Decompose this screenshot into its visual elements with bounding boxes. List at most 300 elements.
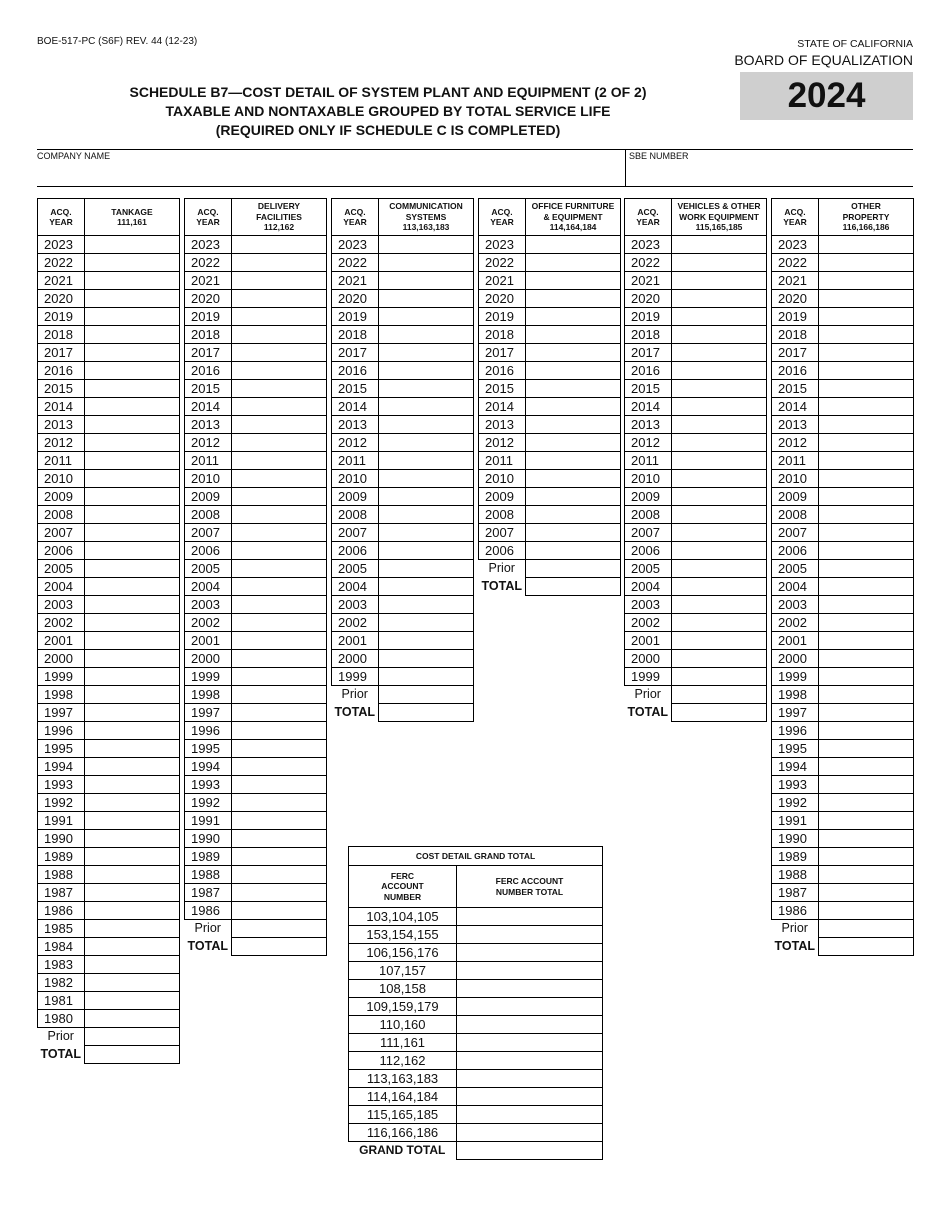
acq-year: 2022 bbox=[38, 254, 85, 272]
cost-input[interactable] bbox=[85, 686, 180, 704]
cost-input[interactable] bbox=[526, 398, 621, 416]
cost-input[interactable] bbox=[232, 362, 327, 380]
cost-input[interactable] bbox=[232, 452, 327, 470]
cost-input[interactable] bbox=[379, 506, 474, 524]
cost-input[interactable] bbox=[526, 434, 621, 452]
total-cost-input[interactable] bbox=[379, 703, 474, 721]
cost-input[interactable] bbox=[819, 236, 914, 254]
acq-year: 1987 bbox=[772, 884, 819, 902]
cost-input[interactable] bbox=[672, 452, 767, 470]
cost-input[interactable] bbox=[85, 416, 180, 434]
account-total-input[interactable] bbox=[457, 1034, 603, 1052]
acq-year: 2012 bbox=[332, 434, 379, 452]
cost-input[interactable] bbox=[85, 470, 180, 488]
cost-input[interactable] bbox=[526, 470, 621, 488]
acq-year: 1993 bbox=[772, 776, 819, 794]
cost-input[interactable] bbox=[85, 848, 180, 866]
acq-year: 2014 bbox=[38, 398, 85, 416]
cost-input[interactable] bbox=[819, 812, 914, 830]
acq-year: 2001 bbox=[185, 632, 232, 650]
cost-input[interactable] bbox=[232, 326, 327, 344]
cost-input[interactable] bbox=[819, 578, 914, 596]
year-row bbox=[38, 380, 180, 398]
cost-input[interactable] bbox=[379, 362, 474, 380]
account-total-input[interactable] bbox=[457, 1124, 603, 1142]
prior-cost-input[interactable] bbox=[672, 686, 767, 704]
year-row bbox=[332, 254, 474, 272]
prior-label: Prior bbox=[194, 921, 221, 936]
acq-year: 1996 bbox=[185, 722, 232, 740]
grand-total-input[interactable] bbox=[457, 1142, 603, 1160]
cost-input[interactable] bbox=[379, 272, 474, 290]
year-row bbox=[479, 416, 621, 434]
prior-cost-input[interactable] bbox=[526, 560, 621, 578]
cost-input[interactable] bbox=[379, 578, 474, 596]
cost-input[interactable] bbox=[672, 434, 767, 452]
year-row bbox=[38, 308, 180, 326]
cost-input[interactable] bbox=[672, 398, 767, 416]
account-total-input[interactable] bbox=[457, 998, 603, 1016]
cost-input[interactable] bbox=[232, 542, 327, 560]
account-total-input[interactable] bbox=[457, 1106, 603, 1124]
cost-input[interactable] bbox=[232, 812, 327, 830]
cost-input[interactable] bbox=[672, 272, 767, 290]
cost-input[interactable] bbox=[672, 542, 767, 560]
total-cost-input[interactable] bbox=[526, 577, 621, 595]
cost-input[interactable] bbox=[232, 272, 327, 290]
cost-input[interactable] bbox=[232, 596, 327, 614]
cost-input[interactable] bbox=[232, 506, 327, 524]
cost-input[interactable] bbox=[819, 740, 914, 758]
account-header-line: 114,164,184 bbox=[549, 222, 597, 233]
total-cost-input[interactable] bbox=[85, 1045, 180, 1063]
cost-input[interactable] bbox=[672, 632, 767, 650]
cost-input[interactable] bbox=[85, 776, 180, 794]
cost-input[interactable] bbox=[379, 596, 474, 614]
cost-input[interactable] bbox=[526, 290, 621, 308]
acq-year: 1981 bbox=[38, 992, 85, 1010]
cost-input[interactable] bbox=[819, 650, 914, 668]
cost-input[interactable] bbox=[526, 524, 621, 542]
year-row bbox=[772, 362, 914, 380]
year-row bbox=[185, 596, 327, 614]
acq-year: 2019 bbox=[479, 308, 526, 326]
cost-input[interactable] bbox=[232, 236, 327, 254]
cost-input[interactable] bbox=[232, 434, 327, 452]
prior-label: Prior bbox=[781, 921, 808, 936]
year-row bbox=[185, 632, 327, 650]
year-row bbox=[332, 326, 474, 344]
cost-input[interactable] bbox=[819, 668, 914, 686]
cost-input[interactable] bbox=[819, 452, 914, 470]
cost-input[interactable] bbox=[232, 524, 327, 542]
year-row bbox=[38, 596, 180, 614]
cost-input[interactable] bbox=[379, 650, 474, 668]
cost-input[interactable] bbox=[819, 326, 914, 344]
cost-input[interactable] bbox=[85, 380, 180, 398]
cost-input[interactable] bbox=[672, 488, 767, 506]
cost-input[interactable] bbox=[379, 560, 474, 578]
cost-input[interactable] bbox=[232, 488, 327, 506]
year-row bbox=[332, 380, 474, 398]
total-label: TOTAL bbox=[40, 1046, 81, 1061]
cost-input[interactable] bbox=[819, 398, 914, 416]
cost-input[interactable] bbox=[85, 344, 180, 362]
cost-input[interactable] bbox=[85, 614, 180, 632]
cost-input[interactable] bbox=[379, 434, 474, 452]
cost-input[interactable] bbox=[672, 236, 767, 254]
cost-input[interactable] bbox=[526, 416, 621, 434]
grand-total-label: GRAND TOTAL bbox=[359, 1143, 446, 1158]
cost-input[interactable] bbox=[819, 848, 914, 866]
cost-input[interactable] bbox=[85, 758, 180, 776]
acq-year: 2003 bbox=[625, 596, 672, 614]
acq-year: 1986 bbox=[185, 902, 232, 920]
cost-input[interactable] bbox=[819, 434, 914, 452]
cost-input[interactable] bbox=[379, 488, 474, 506]
acq-year: 2018 bbox=[772, 326, 819, 344]
cost-input[interactable] bbox=[379, 254, 474, 272]
acq-year: 2002 bbox=[38, 614, 85, 632]
cost-input[interactable] bbox=[819, 560, 914, 578]
cost-input[interactable] bbox=[232, 902, 327, 920]
acq-year: 2005 bbox=[332, 560, 379, 578]
year-row bbox=[332, 506, 474, 524]
cost-input[interactable] bbox=[85, 560, 180, 578]
cost-input[interactable] bbox=[232, 686, 327, 704]
cost-input[interactable] bbox=[526, 542, 621, 560]
cost-input[interactable] bbox=[232, 308, 327, 326]
cost-input[interactable] bbox=[85, 542, 180, 560]
cost-input[interactable] bbox=[85, 992, 180, 1010]
cost-input[interactable] bbox=[526, 326, 621, 344]
account-total-input[interactable] bbox=[457, 926, 603, 944]
cost-input[interactable] bbox=[232, 722, 327, 740]
cost-input[interactable] bbox=[379, 344, 474, 362]
acq-year-header-line: YEAR bbox=[49, 217, 73, 227]
cost-input[interactable] bbox=[526, 254, 621, 272]
cost-input[interactable] bbox=[819, 254, 914, 272]
cost-input[interactable] bbox=[672, 470, 767, 488]
cost-input[interactable] bbox=[85, 938, 180, 956]
cost-input[interactable] bbox=[85, 272, 180, 290]
total-row bbox=[332, 703, 474, 721]
year-row bbox=[625, 254, 767, 272]
cost-input[interactable] bbox=[819, 830, 914, 848]
cost-input[interactable] bbox=[232, 560, 327, 578]
cost-input[interactable] bbox=[672, 362, 767, 380]
cost-input[interactable] bbox=[526, 362, 621, 380]
cost-input[interactable] bbox=[232, 704, 327, 722]
year-row bbox=[38, 740, 180, 758]
cost-input[interactable] bbox=[819, 416, 914, 434]
cost-input[interactable] bbox=[819, 866, 914, 884]
cost-input[interactable] bbox=[232, 578, 327, 596]
cost-input[interactable] bbox=[819, 794, 914, 812]
cost-input[interactable] bbox=[672, 308, 767, 326]
acq-year: 2004 bbox=[332, 578, 379, 596]
cost-input[interactable] bbox=[379, 380, 474, 398]
prior-cost-input[interactable] bbox=[85, 1028, 180, 1046]
acq-year: 2000 bbox=[185, 650, 232, 668]
cost-input[interactable] bbox=[672, 560, 767, 578]
cost-input[interactable] bbox=[85, 596, 180, 614]
cost-input[interactable] bbox=[379, 668, 474, 686]
cost-input[interactable] bbox=[819, 614, 914, 632]
cost-input[interactable] bbox=[672, 254, 767, 272]
cost-input[interactable] bbox=[526, 380, 621, 398]
prior-row bbox=[479, 560, 621, 578]
account-header-line: VEHICLES & OTHER bbox=[677, 201, 761, 212]
cost-input[interactable] bbox=[232, 380, 327, 398]
cost-input[interactable] bbox=[85, 722, 180, 740]
cost-input[interactable] bbox=[85, 308, 180, 326]
cost-input[interactable] bbox=[85, 236, 180, 254]
cost-input[interactable] bbox=[379, 326, 474, 344]
cost-input[interactable] bbox=[672, 524, 767, 542]
year-row bbox=[625, 596, 767, 614]
cost-input[interactable] bbox=[819, 776, 914, 794]
cost-input[interactable] bbox=[379, 416, 474, 434]
cost-input[interactable] bbox=[379, 614, 474, 632]
cost-input[interactable] bbox=[232, 614, 327, 632]
account-total-input[interactable] bbox=[457, 1016, 603, 1034]
cost-input[interactable] bbox=[379, 236, 474, 254]
cost-input[interactable] bbox=[85, 884, 180, 902]
cost-input[interactable] bbox=[819, 542, 914, 560]
cost-input[interactable] bbox=[85, 290, 180, 308]
cost-input[interactable] bbox=[232, 884, 327, 902]
cost-input[interactable] bbox=[672, 578, 767, 596]
cost-input[interactable] bbox=[819, 722, 914, 740]
cost-input[interactable] bbox=[672, 614, 767, 632]
cost-input[interactable] bbox=[232, 794, 327, 812]
total-cost-input[interactable] bbox=[232, 937, 327, 955]
year-row bbox=[38, 1010, 180, 1028]
year-row bbox=[479, 434, 621, 452]
acq-year: 1994 bbox=[772, 758, 819, 776]
cost-input[interactable] bbox=[819, 686, 914, 704]
cost-input[interactable] bbox=[85, 812, 180, 830]
acq-year: 1990 bbox=[38, 830, 85, 848]
acq-year: 2015 bbox=[332, 380, 379, 398]
cost-input[interactable] bbox=[232, 416, 327, 434]
year-row bbox=[38, 434, 180, 452]
acq-year: 2012 bbox=[185, 434, 232, 452]
year-row bbox=[332, 542, 474, 560]
cost-input[interactable] bbox=[232, 668, 327, 686]
cost-input[interactable] bbox=[232, 254, 327, 272]
cost-input[interactable] bbox=[232, 632, 327, 650]
cost-input[interactable] bbox=[85, 830, 180, 848]
acq-year: 2001 bbox=[332, 632, 379, 650]
cost-input[interactable] bbox=[672, 326, 767, 344]
cost-input[interactable] bbox=[85, 650, 180, 668]
cost-input[interactable] bbox=[819, 362, 914, 380]
account-total-input[interactable] bbox=[457, 980, 603, 998]
cost-input[interactable] bbox=[672, 380, 767, 398]
year-row bbox=[332, 650, 474, 668]
year-row bbox=[38, 578, 180, 596]
header-line: FERC ACCOUNT bbox=[495, 876, 564, 886]
total-cost-input[interactable] bbox=[819, 937, 914, 955]
acq-year: 2006 bbox=[38, 542, 85, 560]
cost-input[interactable] bbox=[379, 308, 474, 326]
year-row bbox=[332, 416, 474, 434]
cost-input[interactable] bbox=[379, 452, 474, 470]
year-row bbox=[185, 506, 327, 524]
cost-input[interactable] bbox=[819, 704, 914, 722]
prior-label: Prior bbox=[341, 687, 368, 702]
sbe-number-field[interactable] bbox=[625, 150, 913, 186]
cost-input[interactable] bbox=[526, 488, 621, 506]
cost-input[interactable] bbox=[85, 974, 180, 992]
cost-input[interactable] bbox=[232, 776, 327, 794]
year-row bbox=[185, 614, 327, 632]
cost-input[interactable] bbox=[672, 596, 767, 614]
account-total-input[interactable] bbox=[457, 1052, 603, 1070]
header-line: NUMBER bbox=[383, 891, 422, 902]
cost-input[interactable] bbox=[379, 542, 474, 560]
cost-input[interactable] bbox=[672, 668, 767, 686]
cost-input[interactable] bbox=[526, 344, 621, 362]
cost-input[interactable] bbox=[85, 524, 180, 542]
year-row bbox=[38, 776, 180, 794]
cost-input[interactable] bbox=[819, 902, 914, 920]
cost-input[interactable] bbox=[85, 488, 180, 506]
cost-input[interactable] bbox=[85, 578, 180, 596]
year-row bbox=[772, 668, 914, 686]
cost-input[interactable] bbox=[85, 956, 180, 974]
cost-input[interactable] bbox=[232, 740, 327, 758]
account-header-line: OFFICE FURNITURE bbox=[531, 201, 615, 212]
cost-input[interactable] bbox=[819, 272, 914, 290]
year-row bbox=[772, 632, 914, 650]
acq-year: 2020 bbox=[479, 290, 526, 308]
account-header bbox=[819, 199, 914, 236]
cost-input[interactable] bbox=[526, 272, 621, 290]
cost-input[interactable] bbox=[232, 398, 327, 416]
cost-input[interactable] bbox=[379, 632, 474, 650]
cost-input[interactable] bbox=[672, 506, 767, 524]
cost-input[interactable] bbox=[232, 344, 327, 362]
year-row bbox=[38, 272, 180, 290]
account-total-input[interactable] bbox=[457, 1088, 603, 1106]
cost-input[interactable] bbox=[379, 398, 474, 416]
cost-input[interactable] bbox=[232, 650, 327, 668]
cost-input[interactable] bbox=[379, 524, 474, 542]
cost-input[interactable] bbox=[379, 470, 474, 488]
account-total-input[interactable] bbox=[457, 1070, 603, 1088]
year-row bbox=[625, 236, 767, 254]
account-total-input[interactable] bbox=[457, 944, 603, 962]
acq-year-header bbox=[38, 199, 85, 236]
cost-input[interactable] bbox=[85, 902, 180, 920]
form-code: BOE-517-PC (S6F) REV. 44 (12-23) bbox=[37, 36, 198, 47]
cost-input[interactable] bbox=[526, 506, 621, 524]
cost-input[interactable] bbox=[232, 758, 327, 776]
total-cost-input[interactable] bbox=[672, 703, 767, 721]
cost-input[interactable] bbox=[85, 794, 180, 812]
cost-input[interactable] bbox=[819, 470, 914, 488]
cost-input[interactable] bbox=[85, 434, 180, 452]
cost-input[interactable] bbox=[819, 506, 914, 524]
year-row bbox=[625, 326, 767, 344]
cost-input[interactable] bbox=[819, 524, 914, 542]
cost-input[interactable] bbox=[672, 416, 767, 434]
cost-input[interactable] bbox=[85, 920, 180, 938]
cost-input[interactable] bbox=[819, 488, 914, 506]
acq-year: 1996 bbox=[38, 722, 85, 740]
cost-input[interactable] bbox=[526, 308, 621, 326]
cost-input[interactable] bbox=[526, 452, 621, 470]
cost-input[interactable] bbox=[85, 1010, 180, 1028]
acq-year: 1989 bbox=[38, 848, 85, 866]
cost-input[interactable] bbox=[232, 848, 327, 866]
cost-input[interactable] bbox=[85, 740, 180, 758]
cost-input[interactable] bbox=[85, 326, 180, 344]
year-row bbox=[772, 452, 914, 470]
cost-input[interactable] bbox=[85, 254, 180, 272]
cost-input[interactable] bbox=[232, 290, 327, 308]
cost-input[interactable] bbox=[672, 290, 767, 308]
cost-input[interactable] bbox=[672, 344, 767, 362]
cost-input[interactable] bbox=[85, 866, 180, 884]
prior-label: Prior bbox=[634, 687, 661, 702]
cost-input[interactable] bbox=[85, 704, 180, 722]
prior-cost-input[interactable] bbox=[819, 920, 914, 938]
cost-input[interactable] bbox=[819, 290, 914, 308]
acq-year: 1986 bbox=[772, 902, 819, 920]
cost-input[interactable] bbox=[819, 758, 914, 776]
cost-input[interactable] bbox=[232, 830, 327, 848]
cost-input[interactable] bbox=[819, 308, 914, 326]
acq-year: 2000 bbox=[38, 650, 85, 668]
prior-cost-input[interactable] bbox=[232, 920, 327, 938]
cost-input[interactable] bbox=[85, 632, 180, 650]
account-header-line: TANKAGE bbox=[111, 206, 153, 217]
prior-cost-input[interactable] bbox=[379, 686, 474, 704]
cost-input[interactable] bbox=[819, 632, 914, 650]
acq-year: 2006 bbox=[479, 542, 526, 560]
cost-input[interactable] bbox=[672, 650, 767, 668]
cost-input[interactable] bbox=[232, 470, 327, 488]
cost-input[interactable] bbox=[526, 236, 621, 254]
cost-input[interactable] bbox=[85, 398, 180, 416]
account-header-line: PROPERTY bbox=[842, 211, 890, 222]
cost-input[interactable] bbox=[379, 290, 474, 308]
year-row bbox=[625, 380, 767, 398]
acq-year: 2021 bbox=[185, 272, 232, 290]
acq-year: 2009 bbox=[625, 488, 672, 506]
account-total-input[interactable] bbox=[457, 962, 603, 980]
cost-input[interactable] bbox=[819, 884, 914, 902]
year-row bbox=[38, 470, 180, 488]
account-total-input[interactable] bbox=[457, 908, 603, 926]
acq-year: 2015 bbox=[185, 380, 232, 398]
cost-input[interactable] bbox=[819, 380, 914, 398]
cost-input[interactable] bbox=[85, 506, 180, 524]
cost-input[interactable] bbox=[85, 452, 180, 470]
acq-year: 1987 bbox=[38, 884, 85, 902]
cost-input[interactable] bbox=[85, 362, 180, 380]
cost-input[interactable] bbox=[232, 866, 327, 884]
year-row bbox=[185, 542, 327, 560]
year-row bbox=[625, 506, 767, 524]
cost-input[interactable] bbox=[85, 668, 180, 686]
cost-input[interactable] bbox=[819, 596, 914, 614]
cost-input[interactable] bbox=[819, 344, 914, 362]
